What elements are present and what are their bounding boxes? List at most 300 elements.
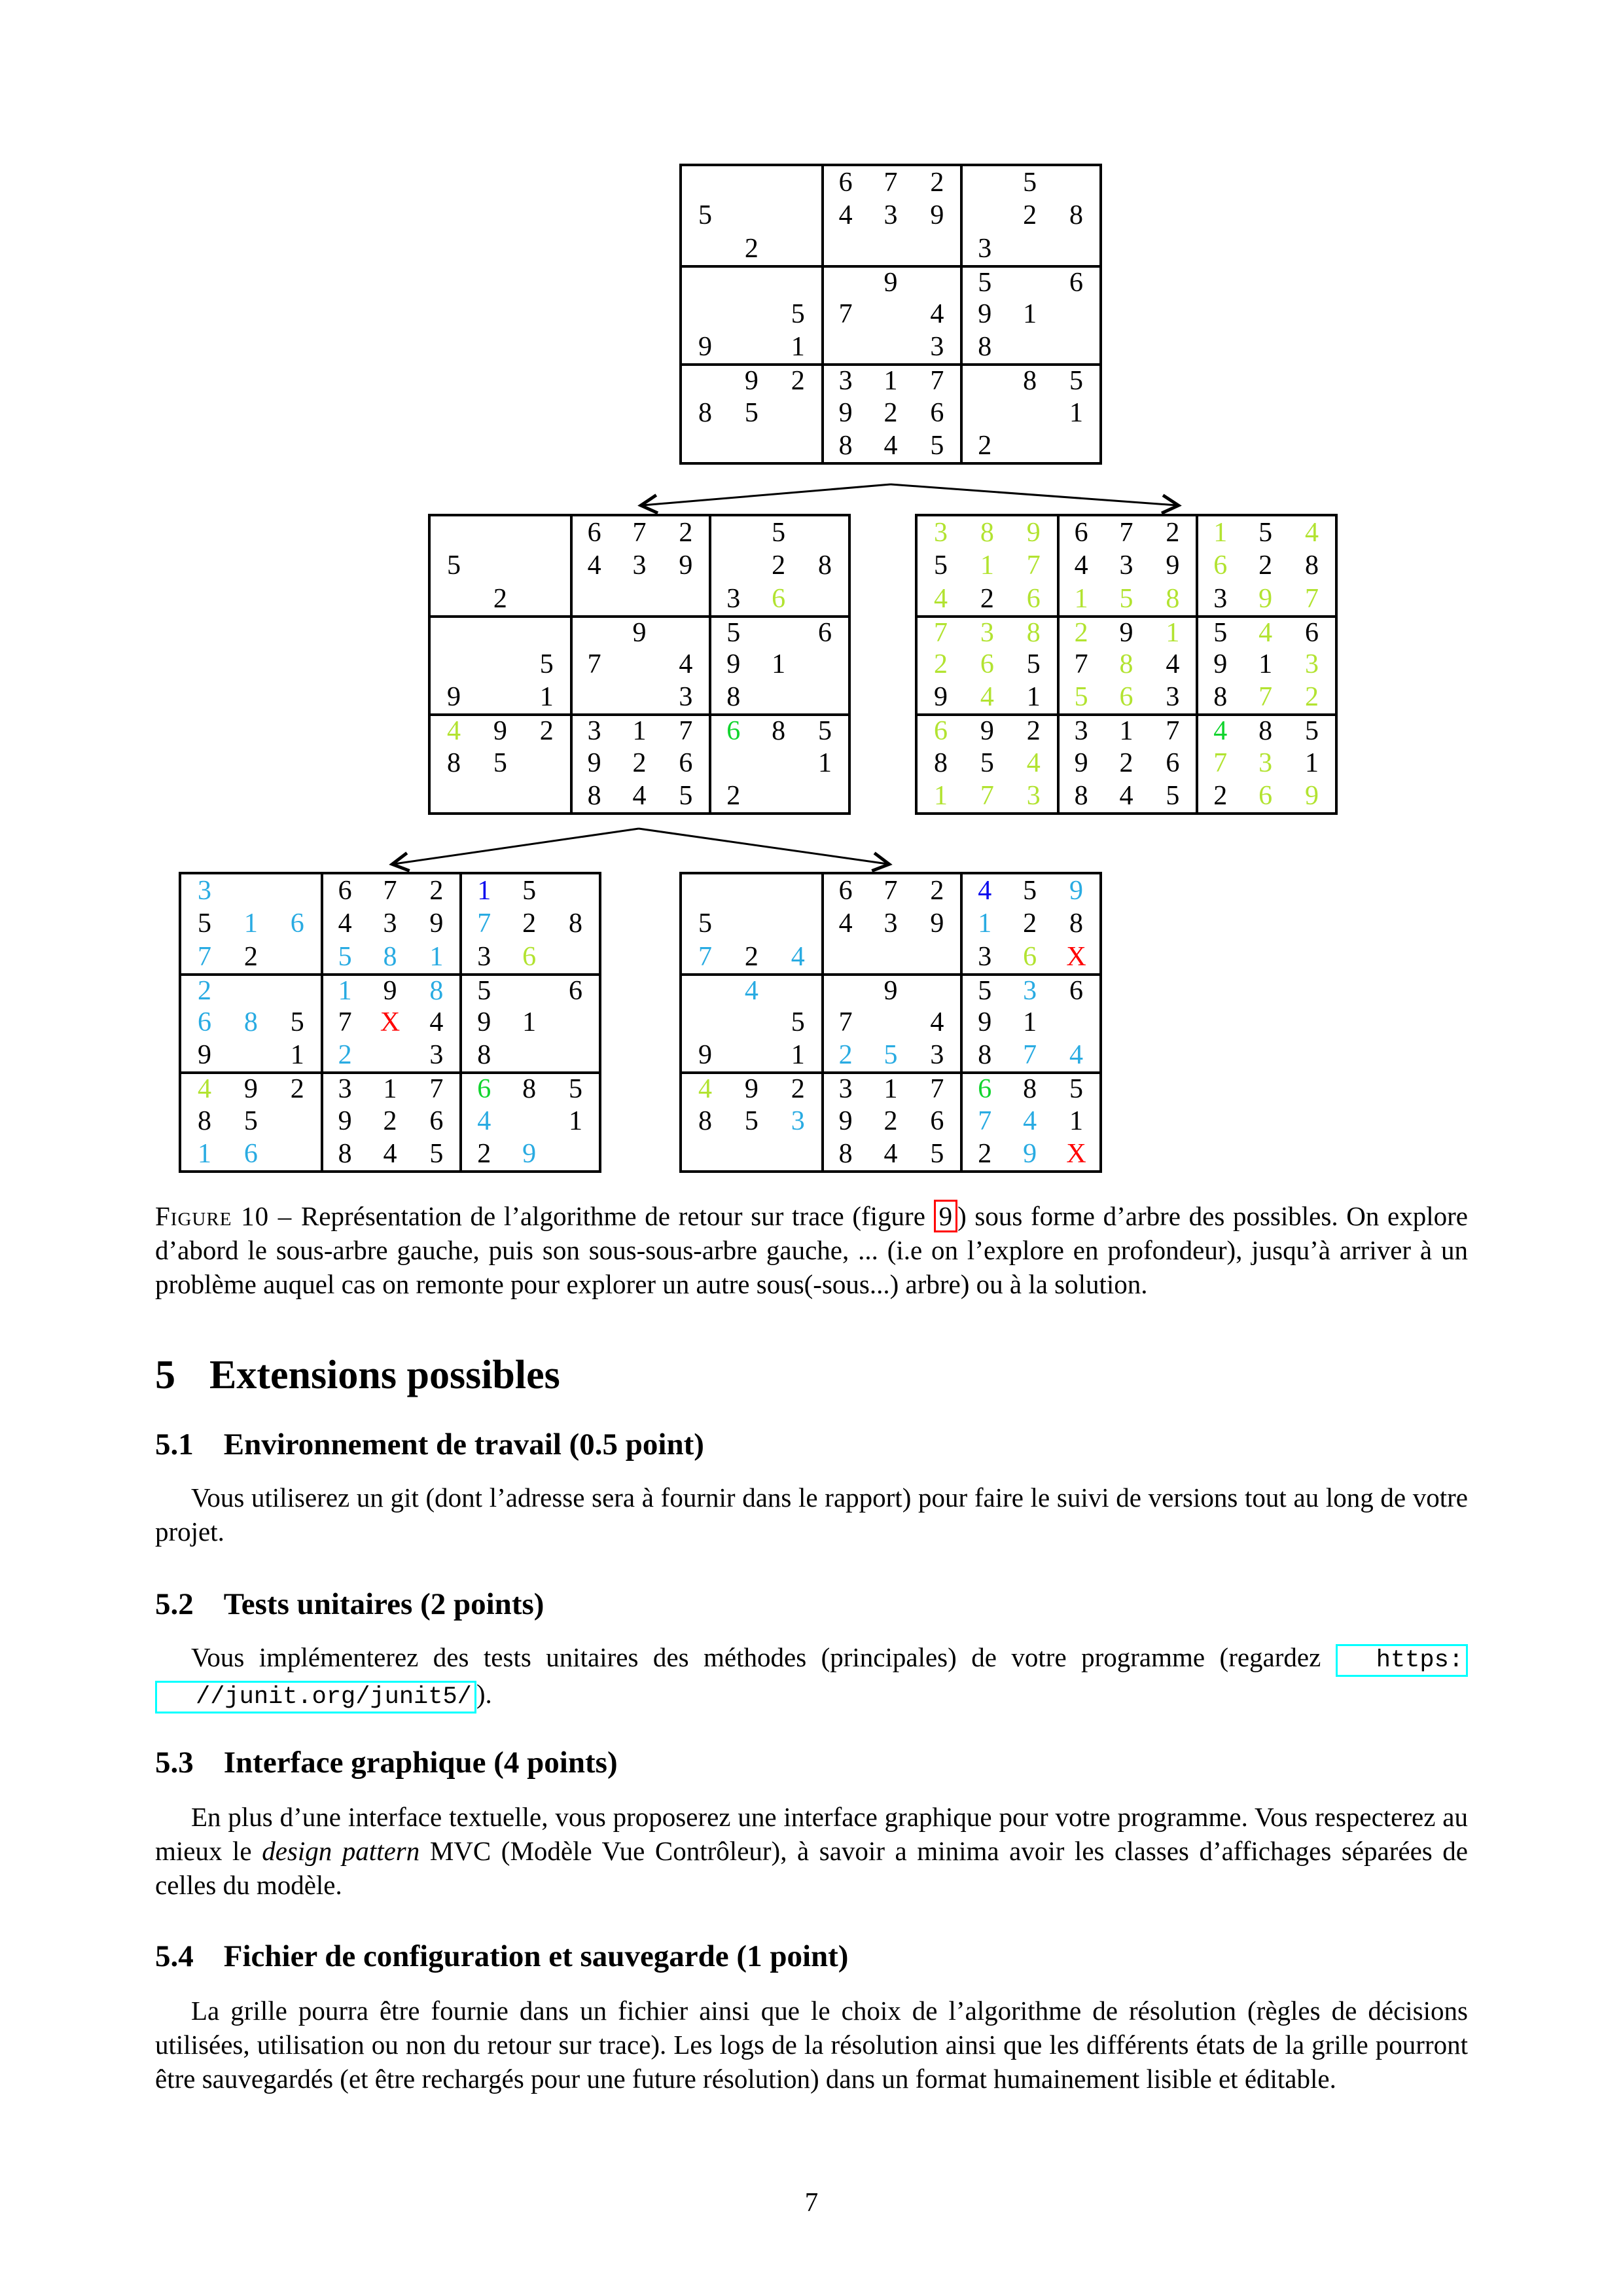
sudoku-cell	[431, 582, 477, 615]
sudoku-cell: 5	[1057, 681, 1103, 713]
sudoku-cell: 7	[698, 941, 712, 972]
sudoku-cell: 6	[802, 615, 848, 648]
sudoku-cell: 9	[367, 973, 414, 1006]
sudoku-cell	[914, 973, 960, 1006]
sudoku-cell: 4	[960, 874, 1007, 907]
sudoku-cell: 3	[930, 332, 944, 363]
sudoku-cell: 9	[698, 1040, 712, 1071]
sudoku-cell	[821, 232, 868, 264]
figure-ref-link[interactable]: 9	[934, 1200, 958, 1232]
sudoku-cell	[775, 199, 821, 232]
sudoku-cell: 1	[772, 649, 786, 679]
sudoku-cell: 4	[883, 430, 898, 461]
sudoku-cell	[728, 1138, 775, 1170]
sudoku-cell: 5	[522, 876, 537, 906]
sudoku-cell	[616, 681, 663, 713]
sudoku-cell: 6	[290, 908, 304, 939]
sudoku-cell: 5	[446, 550, 461, 581]
sudoku-cell	[868, 298, 914, 331]
sudoku-cell: 2	[1305, 682, 1319, 713]
sudoku-cell	[524, 582, 570, 615]
sudoku-cell: 5	[429, 1138, 444, 1169]
caption-text-after-ref: ) sous forme d’arbre des possibles. On explore d’abord le sous-arbre gauche, puis son sous-sous-arbre gauche, ... (i.e on l’explore en profondeur), jusqu’à arriver à un problème auquel cas on remonte pour explorer un autre sous(-sous...) arbre) ou à la solution.	[155, 1201, 1468, 1299]
edge-root-to-right-child	[891, 484, 1177, 505]
sudoku-cell	[662, 582, 709, 615]
sudoku-cell: 9	[868, 973, 914, 1006]
sudoku-cell: 4	[1196, 713, 1242, 746]
sudoku-cell: 8	[383, 941, 397, 972]
sudoku-cell: 8	[821, 429, 868, 462]
sudoku-cell: 5	[744, 397, 758, 428]
sudoku-cell: 9	[930, 200, 944, 231]
sudoku-cell: 8	[709, 681, 755, 713]
sudoku-cell: 1	[569, 1105, 583, 1136]
sudoku-cell: 8	[818, 550, 832, 581]
sudoku-cell: 8	[960, 331, 1007, 363]
paragraph-text-end: ).	[476, 1679, 492, 1709]
subsection-title: Interface graphique (4 points)	[223, 1746, 618, 1780]
sudoku-cell: 1	[197, 1138, 211, 1169]
sudoku-cell: 6	[960, 1071, 1007, 1104]
sudoku-cell: 1	[321, 973, 367, 1006]
sudoku-cell: 5	[772, 518, 786, 548]
sudoku-cell	[662, 615, 709, 648]
sudoku-cell: 7	[1023, 1040, 1037, 1071]
sudoku-cell	[802, 516, 848, 549]
sudoku-cell: 2	[1119, 747, 1133, 778]
sudoku-cell	[1007, 429, 1053, 462]
sudoku-cell: 1	[1069, 397, 1084, 428]
sudoku-cell: 3	[933, 518, 948, 548]
sudoku-cell	[552, 1039, 599, 1071]
sudoku-cell	[821, 940, 868, 973]
sudoku-cell: 6	[821, 166, 868, 199]
subsection-number: 5.3	[155, 1746, 194, 1780]
sudoku-cell	[914, 940, 960, 973]
sudoku-cell: 7	[1305, 583, 1319, 614]
sudoku-cell: 7	[821, 298, 868, 331]
sudoku-cell: 2	[930, 168, 944, 198]
sudoku-cell	[506, 1039, 552, 1071]
sudoku-cell: 2	[883, 1105, 898, 1136]
sudoku-cell: 9	[477, 713, 524, 746]
sudoku-cell: 1	[868, 1071, 914, 1104]
sudoku-grid-bottom-right	[679, 872, 1102, 1173]
sudoku-cell: 5	[679, 780, 693, 811]
sudoku-cell: 2	[1258, 550, 1273, 581]
section-5-1-heading	[155, 1427, 1468, 1462]
sudoku-cell: 7	[632, 518, 647, 548]
sudoku-cell: 4	[1057, 549, 1103, 582]
sudoku-cell: 2	[744, 941, 758, 972]
subsection-title: Environnement de travail (0.5 point)	[223, 1427, 704, 1462]
sudoku-cell: 3	[1258, 747, 1273, 778]
paragraph: La grille pourra être fournie dans un fichier ainsi que le choix de l’algorithme de résolution (règles de décisions utilisées, utilisation ou non du retour sur trace). Les logs de la résolution ainsi que les différents états de la grille pourront être sauvegardés (et être rechargés pour une future résolution) dans un format humainement lisible et éditable.	[155, 1996, 1468, 2094]
sudoku-cell: 7	[1149, 713, 1196, 746]
sudoku-cell: 7	[883, 876, 898, 906]
sudoku-cell	[709, 549, 755, 582]
section-5-1-body	[155, 1480, 1468, 1549]
sudoku-cell: 6	[1057, 516, 1103, 549]
sudoku-cell: 5	[552, 1071, 599, 1104]
sudoku-cell: 5	[709, 615, 755, 648]
sudoku-cell: 5	[933, 550, 948, 581]
sudoku-cell	[709, 516, 755, 549]
sudoku-cell	[431, 516, 477, 549]
sudoku-cell	[728, 907, 775, 940]
sudoku-cell	[552, 874, 599, 907]
sudoku-cell: 1	[791, 1040, 805, 1071]
sudoku-cell	[682, 1006, 728, 1039]
sudoku-cell: 9	[1258, 583, 1273, 614]
sudoku-cell: 4	[570, 549, 616, 582]
sudoku-cell: 5	[930, 1138, 944, 1169]
sudoku-cell	[552, 1006, 599, 1039]
sudoku-cell	[868, 232, 914, 264]
sudoku-cell	[1053, 298, 1099, 331]
paragraph	[155, 1800, 1468, 1902]
sudoku-cell: 6	[1166, 747, 1180, 778]
sudoku-cell	[821, 331, 868, 363]
sudoku-cell: 2	[775, 363, 821, 396]
sudoku-cell: 2	[960, 429, 1007, 462]
sudoku-cell: 1	[290, 1040, 304, 1071]
sudoku-cell	[524, 747, 570, 780]
sudoku-cell: 6	[1053, 265, 1099, 298]
sudoku-cell: 5	[290, 1007, 304, 1037]
sudoku-cell	[274, 1138, 321, 1170]
sudoku-cell: 2	[709, 780, 755, 812]
sudoku-cell: 9	[960, 298, 1007, 331]
sudoku-cell: 3	[1196, 582, 1242, 615]
sudoku-cell	[1053, 429, 1099, 462]
sudoku-cell: 2	[960, 1138, 1007, 1170]
sudoku-cell: 4	[682, 1071, 728, 1104]
sudoku-cell	[755, 681, 802, 713]
sudoku-cell: 5	[1026, 649, 1041, 679]
sudoku-cell	[728, 1039, 775, 1071]
sudoku-cell: 3	[1026, 780, 1041, 811]
sudoku-cell: X	[380, 1007, 401, 1037]
sudoku-cell	[274, 1105, 321, 1138]
sudoku-cell: 8	[1305, 550, 1319, 581]
sudoku-cell: 7	[1196, 747, 1242, 780]
sudoku-cell	[682, 874, 728, 907]
sudoku-cell: 9	[1069, 876, 1084, 906]
sudoku-cell: 9	[429, 908, 444, 939]
sudoku-cell: 7	[321, 1006, 367, 1039]
sudoku-cell: 6	[570, 516, 616, 549]
sudoku-cell: 2	[930, 876, 944, 906]
sudoku-cell: 4	[459, 1105, 506, 1138]
sudoku-cell: 4	[321, 907, 367, 940]
sudoku-cell: 8	[243, 1007, 258, 1037]
sudoku-cell: 4	[1069, 1040, 1084, 1071]
sudoku-cell	[775, 907, 821, 940]
sudoku-cell: 7	[1119, 518, 1133, 548]
sudoku-cell: 7	[662, 713, 709, 746]
sudoku-cell	[775, 232, 821, 264]
sudoku-cell: 5	[698, 908, 712, 939]
sudoku-cell: 2	[821, 1039, 868, 1071]
sudoku-cell: 6	[709, 713, 755, 746]
sudoku-cell	[775, 166, 821, 199]
sudoku-cell: 1	[1258, 649, 1273, 679]
sudoku-cell	[682, 298, 728, 331]
sudoku-cell: 4	[821, 199, 868, 232]
sudoku-cell: 3	[1119, 550, 1133, 581]
sudoku-cell: 1	[1305, 747, 1319, 778]
sudoku-cell: 2	[632, 747, 647, 778]
sudoku-cell: 2	[980, 583, 994, 614]
sudoku-cell: 6	[772, 583, 786, 614]
sudoku-cell: 9	[197, 1040, 211, 1071]
sudoku-cell: 8	[1119, 649, 1133, 679]
sudoku-cell	[431, 648, 477, 681]
sudoku-cell	[775, 397, 821, 429]
sudoku-cell: 9	[1057, 747, 1103, 780]
sudoku-cell: 8	[446, 747, 461, 778]
sudoku-cell: 4	[728, 973, 775, 1006]
sudoku-cell: 5	[698, 200, 712, 231]
sudoku-cell: 7	[918, 615, 964, 648]
sudoku-cell	[1007, 232, 1053, 264]
sudoku-cell: 6	[1023, 941, 1037, 972]
sudoku-cell: 9	[933, 682, 948, 713]
sudoku-cell: 8	[321, 1138, 367, 1170]
junit-link-scheme[interactable]: https:	[1336, 1644, 1468, 1677]
section-number: 5	[155, 1353, 175, 1397]
sudoku-cell: 1	[367, 1071, 414, 1104]
section-5-2-heading	[155, 1587, 1468, 1622]
sudoku-cell	[728, 265, 775, 298]
sudoku-cell: X	[1066, 941, 1086, 972]
paragraph-text-end: MVC (Modèle Vue Contrôleur), à savoir a minima avoir les classes d’affichages séparées de celles du modèle.	[155, 1836, 1468, 1900]
section-5-2-body	[155, 1640, 1468, 1713]
sudoku-grid-mid-left	[428, 514, 851, 815]
sudoku-cell	[868, 940, 914, 973]
sudoku-cell	[960, 166, 1007, 199]
sudoku-cell: 9	[459, 1006, 506, 1039]
sudoku-cell: 4	[933, 583, 948, 614]
sudoku-cell: 5	[1258, 518, 1273, 548]
sudoku-cell: 6	[321, 874, 367, 907]
sudoku-cell: 8	[933, 747, 948, 778]
sudoku-cell: 5	[459, 973, 506, 1006]
sudoku-cell	[775, 973, 821, 1006]
sudoku-cell: 4	[930, 298, 944, 329]
sudoku-cell: 6	[1258, 780, 1273, 811]
sudoku-cell: 4	[791, 941, 805, 972]
sudoku-cell	[367, 1039, 414, 1071]
sudoku-cell: 9	[821, 1105, 868, 1138]
sudoku-grid-mid-right-solved	[915, 514, 1338, 815]
sudoku-cell: 1	[818, 747, 832, 778]
sudoku-cell: 1	[1023, 1007, 1037, 1037]
sudoku-cell: 5	[960, 265, 1007, 298]
sudoku-cell	[274, 874, 321, 907]
sudoku-cell: 4	[883, 1138, 898, 1169]
sudoku-cell	[728, 199, 775, 232]
sudoku-cell: 1	[243, 908, 258, 939]
caption-text-before-ref: Représentation de l’algorithme de retour sur trace (figure	[300, 1201, 934, 1231]
sudoku-cell	[728, 331, 775, 363]
sudoku-cell: 9	[570, 747, 616, 780]
sudoku-cell: 5	[197, 908, 211, 939]
paragraph	[155, 1640, 1468, 1713]
sudoku-cell: 3	[321, 1071, 367, 1104]
sudoku-cell: 5	[1196, 615, 1242, 648]
sudoku-cell	[682, 265, 728, 298]
sudoku-cell: 3	[1166, 682, 1180, 713]
sudoku-cell: 2	[181, 973, 228, 1006]
sudoku-cell: 4	[431, 713, 477, 746]
sudoku-cell	[570, 582, 616, 615]
junit-link-path[interactable]: //junit.org/junit5/	[155, 1681, 476, 1713]
sudoku-cell: 8	[1069, 908, 1084, 939]
sudoku-cell	[914, 265, 960, 298]
sudoku-cell: 2	[1010, 713, 1057, 746]
sudoku-cell: 9	[709, 648, 755, 681]
sudoku-cell: 6	[1119, 682, 1133, 713]
sudoku-cell: 7	[197, 941, 211, 972]
sudoku-cell: 6	[1196, 549, 1242, 582]
sudoku-cell: 1	[539, 682, 554, 713]
sudoku-cell	[274, 973, 321, 1006]
sudoku-cell: 8	[698, 397, 712, 428]
sudoku-cell: 1	[522, 1007, 537, 1037]
sudoku-cell	[682, 232, 728, 264]
sudoku-cell: 3	[459, 940, 506, 973]
sudoku-cell	[431, 615, 477, 648]
sudoku-cell: 4	[930, 1007, 944, 1037]
sudoku-cell: 8	[1010, 615, 1057, 648]
sudoku-cell: 1	[1023, 298, 1037, 329]
sudoku-cell: 2	[274, 1071, 321, 1104]
sudoku-cell: 3	[197, 876, 211, 906]
section-5-3-body	[155, 1800, 1468, 1902]
sudoku-cell: 2	[383, 1105, 397, 1136]
sudoku-cell: 8	[197, 1105, 211, 1136]
section-5-4-body	[155, 1994, 1468, 2096]
sudoku-cell: 5	[1023, 168, 1037, 198]
sudoku-cell: 3	[679, 682, 693, 713]
sudoku-cell: 2	[772, 550, 786, 581]
sudoku-cell	[477, 780, 524, 812]
sudoku-cell	[755, 780, 802, 812]
paragraph-text: Vous implémenterez des tests unitaires des méthodes (principales) de votre programme (regardez	[191, 1642, 1336, 1672]
sudoku-cell	[616, 648, 663, 681]
sudoku-cell: 1	[1026, 682, 1041, 713]
sudoku-cell: 6	[552, 973, 599, 1006]
sudoku-cell: 2	[1166, 518, 1180, 548]
sudoku-grid-root	[679, 164, 1102, 465]
sudoku-cell: 2	[243, 941, 258, 972]
subsection-number: 5.1	[155, 1427, 194, 1462]
sudoku-cell: 8	[1196, 681, 1242, 713]
sudoku-cell: 6	[930, 397, 944, 428]
sudoku-cell	[755, 615, 802, 648]
sudoku-cell: 6	[980, 649, 994, 679]
sudoku-cell: 2	[883, 397, 898, 428]
sudoku-cell: 1	[1057, 582, 1103, 615]
sudoku-cell: 1	[429, 941, 444, 972]
sudoku-cell	[960, 363, 1007, 396]
subsection-title: Fichier de configuration et sauvegarde (1 point)	[223, 1939, 849, 1973]
sudoku-cell: 7	[383, 876, 397, 906]
sudoku-cell: 9	[960, 1006, 1007, 1039]
sudoku-cell: 9	[1305, 780, 1319, 811]
sudoku-cell: 8	[755, 713, 802, 746]
sudoku-cell	[524, 615, 570, 648]
sudoku-cell: 3	[429, 1040, 444, 1071]
sudoku-cell: 5	[1053, 363, 1099, 396]
sudoku-cell	[1053, 331, 1099, 363]
sudoku-cell	[524, 549, 570, 582]
sudoku-cell: 6	[243, 1138, 258, 1169]
sudoku-cell	[728, 874, 775, 907]
sudoku-cell: 2	[1023, 200, 1037, 231]
sudoku-cell: 3	[1057, 713, 1103, 746]
sudoku-cell	[477, 648, 524, 681]
sudoku-cell: 1	[1196, 516, 1242, 549]
section-5-3-heading	[155, 1745, 1468, 1780]
sudoku-cell: 3	[1305, 649, 1319, 679]
sudoku-cell: 1	[960, 907, 1007, 940]
sudoku-cell	[228, 1039, 274, 1071]
sudoku-cell: 4	[1166, 649, 1180, 679]
edge-root-to-left-child	[643, 484, 891, 505]
sudoku-cell	[802, 648, 848, 681]
sudoku-cell	[682, 1138, 728, 1170]
edge-midleft-to-left-child	[394, 829, 639, 864]
sudoku-cell	[960, 199, 1007, 232]
sudoku-cell: 9	[930, 908, 944, 939]
sudoku-cell: 9	[1196, 648, 1242, 681]
sudoku-cell: 6	[918, 713, 964, 746]
sudoku-cell	[524, 516, 570, 549]
sudoku-cell: 5	[1166, 780, 1180, 811]
sudoku-cell	[821, 973, 868, 1006]
sudoku-cell: 2	[775, 1071, 821, 1104]
sudoku-cell: 4	[1242, 615, 1289, 648]
sudoku-cell: 9	[446, 682, 461, 713]
sudoku-cell: X	[1066, 1138, 1086, 1169]
sudoku-cell: 2	[459, 1138, 506, 1170]
sudoku-cell: 6	[930, 1105, 944, 1136]
sudoku-cell	[1053, 166, 1099, 199]
sudoku-cell: 7	[980, 780, 994, 811]
sudoku-cell: 9	[616, 615, 663, 648]
sudoku-cell: 4	[181, 1071, 228, 1104]
sudoku-cell: 3	[964, 615, 1010, 648]
sudoku-cell: 4	[429, 1007, 444, 1037]
sudoku-cell	[1007, 265, 1053, 298]
sudoku-cell: 9	[228, 1071, 274, 1104]
sudoku-cell: 6	[821, 874, 868, 907]
sudoku-cell: 3	[821, 1071, 868, 1104]
sudoku-cell: 5	[243, 1105, 258, 1136]
sudoku-cell	[477, 615, 524, 648]
sudoku-cell	[228, 874, 274, 907]
sudoku-cell	[431, 780, 477, 812]
sudoku-cell: 7	[459, 907, 506, 940]
sudoku-cell: 7	[1258, 682, 1273, 713]
sudoku-cell: 3	[883, 200, 898, 231]
sudoku-cell: 6	[1026, 583, 1041, 614]
figure-label: Figure 10 –	[155, 1201, 301, 1231]
sudoku-cell	[868, 331, 914, 363]
